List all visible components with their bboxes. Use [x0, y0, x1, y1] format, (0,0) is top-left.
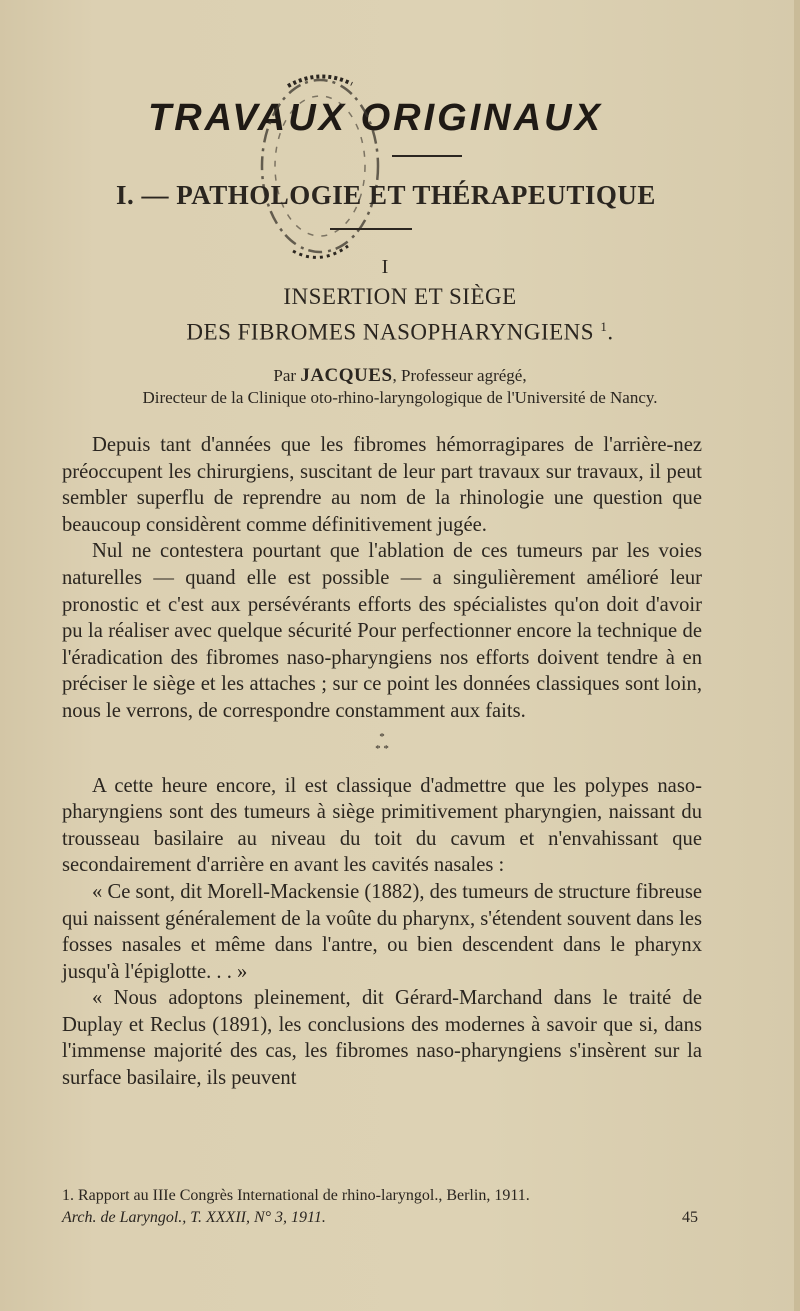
- author-name: JACQUES: [300, 365, 393, 386]
- page-number: 45: [682, 1209, 698, 1226]
- article-number: I: [381, 256, 389, 278]
- separator-star: *: [379, 730, 385, 743]
- author-rank: , Professeur agrégé,: [392, 366, 527, 385]
- title-line-1: INSERTION ET SIÈGE: [283, 284, 517, 309]
- series-heading: TRAVAUX ORIGINAUX: [148, 97, 603, 139]
- quotation-paragraph: « Nous adoptons pleinement, dit Gérard-Marchand dans le traité de Duplay et Reclus (1891), les conclusions des modernes à savoir que si, dans l'immense majorité des cas, les fibromes naso-pharyngiens s'insèrent sur la surface basilaire, ils peuvent: [62, 987, 702, 1090]
- library-stamp: [248, 66, 398, 276]
- quotation-paragraph: « Ce sont, dit Morell-Mackensie (1882), des tumeurs de structure fibreuse qui naissent généralement de la voûte du pharynx, s'étendent souvent dans les fosses nasales et même dans l'antre, ou bien descendent dans le pharynx jusqu'à l'épiglotte. . . »: [62, 880, 702, 983]
- affiliation: Directeur de la Clinique oto-rhino-laryngologique de l'Université de Nancy.: [142, 388, 658, 407]
- footnote-text: 1. Rapport au IIIe Congrès International de rhino-laryngol., Berlin, 1911.: [62, 1187, 530, 1204]
- section-heading: I. — PATHOLOGIE ET THÉRAPEUTIQUE: [116, 180, 656, 210]
- article-body: [62, 432, 702, 1092]
- byline: [0, 365, 800, 409]
- separator-stars: * *: [375, 742, 389, 755]
- footnote-marker: 1: [600, 319, 608, 334]
- journal-reference: Arch. de Laryngol., T. XXXII, N° 3, 1911.: [62, 1209, 326, 1226]
- paragraph: A cette heure encore, il est classique d'admettre que les polypes naso-pharyngiens sont des tumeurs à siège primitivement pharyngien, naissant du trousseau basilaire au niveau du toit du cavum et n'envahissant que secondairement d'arrière en avant les cavités nasales :: [62, 774, 702, 877]
- by-label: Par: [273, 366, 297, 385]
- title-line-2: DES FIBROMES NASOPHARYNGIENS: [186, 319, 595, 345]
- page-edge: [794, 0, 800, 1311]
- article-title: INSERTION ET SIÈGE DES FIBROMES NASOPHARYNGIENS $^1$.: [0, 282, 800, 348]
- footnote: [62, 1185, 698, 1229]
- heading-rule: [392, 155, 462, 157]
- section-separator: [62, 731, 702, 755]
- section-rule: [330, 228, 412, 230]
- paragraph: Depuis tant d'années que les fibromes hémorragipares de l'arrière-nez préoccupent les chirurgiens, suscitant de leur part travaux sur travaux, il peut sembler superflu de reprendre au nom de la rhinologie une question que beaucoup considèrent comme définitivement jugée.: [62, 434, 702, 536]
- paragraph: Nul ne contestera pourtant que l'ablation de ces tumeurs par les voies naturelles — quand elle est possible — a singulièrement amélioré leur pronostic et c'est aux persévérants efforts des spécialistes qu'on doit d'avoir pu la réaliser avec quelque sécurité Pour perfectionner encore la technique de l'éradication des fibromes naso-pharyngiens nos efforts doivent tendre à en préciser le siège et les attaches ; sur ce point les données classiques sont loin, nous le verrons, de correspondre constamment aux faits.: [62, 540, 702, 722]
